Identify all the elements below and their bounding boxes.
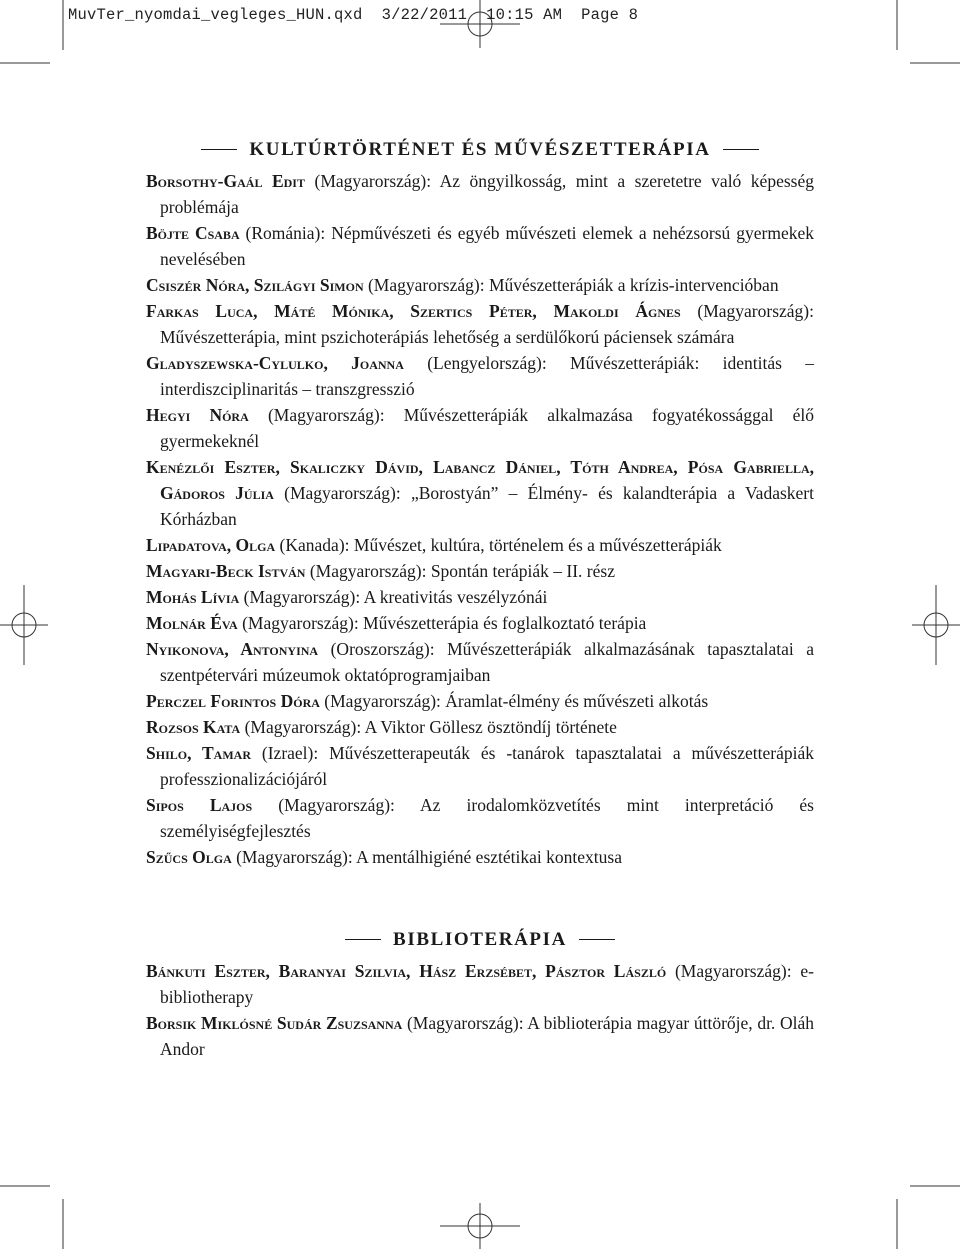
entry-title: (Lengyelország): Művészetterápiák: identitás – interdiszciplinaritás – transzgresszió xyxy=(160,353,814,399)
entry-title: (Magyarország): Az öngyilkosság, mint a szeretetre való képesség problémája xyxy=(160,171,814,217)
entry-authors: Mohás Lívia xyxy=(146,587,240,607)
entry-list xyxy=(146,958,814,1062)
entry-authors: Kenézlői Eszter, Skaliczky Dávid, Labancz Dániel, Tóth Andrea, Pósa Gabriella, Gádoros Júlia xyxy=(146,457,814,503)
bibliography-entry xyxy=(146,168,814,220)
entry-authors: Sipos Lajos xyxy=(146,795,253,815)
entry-title: (Magyarország): Művészetterápiák alkalmazása fogyatékossággal élő gyermekeknél xyxy=(160,405,814,451)
section-title xyxy=(146,132,814,168)
title-rule-right xyxy=(579,939,615,940)
bibliography-entry xyxy=(146,958,814,1010)
section-title xyxy=(146,922,814,958)
section-gap xyxy=(146,870,814,922)
entry-title: (Magyarország): „Borostyán” – Élmény- és kalandterápia a Vadaskert Kórházban xyxy=(160,483,814,529)
entry-authors: Shilo, Tamar xyxy=(146,743,252,763)
entry-authors: Szűcs Olga xyxy=(146,847,232,867)
entry-title: (Magyarország): e-bibliotherapy xyxy=(160,961,814,1007)
bibliography-entry xyxy=(146,350,814,402)
entry-title: (Magyarország): A kreativitás veszélyzónái xyxy=(239,587,548,607)
bibliography-entry xyxy=(146,558,814,584)
bibliography-entry xyxy=(146,1010,814,1062)
entry-authors: Perczel Forintos Dóra xyxy=(146,691,320,711)
bibliography-entry xyxy=(146,532,814,558)
slug-date: 3/22/2011 xyxy=(381,6,468,24)
entry-title: (Magyarország): Spontán terápiák – II. rész xyxy=(305,561,615,581)
entry-title: (Magyarország): Az irodalomközvetítés mint interpretáció és személyiségfejlesztés xyxy=(160,795,814,841)
entry-authors: Nyikonova, Antonyina xyxy=(146,639,319,659)
bibliography-entry xyxy=(146,610,814,636)
bibliography-entry xyxy=(146,714,814,740)
title-rule-left xyxy=(201,149,237,150)
entry-title: (Románia): Népművészeti és egyéb művészeti elemek a nehézsorsú gyermekek nevelésében xyxy=(160,223,814,269)
bibliography-entry xyxy=(146,402,814,454)
bibliography-entry xyxy=(146,636,814,688)
bibliography-entry xyxy=(146,454,814,532)
entry-authors: Csiszér Nóra, Szilágyi Simon xyxy=(146,275,364,295)
section-title-text: BIBLIOTERÁPIA xyxy=(393,929,567,950)
entry-authors: Rozsos Kata xyxy=(146,717,241,737)
entry-authors: Molnár Éva xyxy=(146,613,238,633)
slug-file: MuvTer_nyomdai_vegleges_HUN.qxd xyxy=(68,6,363,24)
print-slug xyxy=(68,6,638,24)
bibliography-entry xyxy=(146,584,814,610)
entry-title: (Magyarország): Áramlat-élmény és művészeti alkotás xyxy=(319,691,709,711)
entry-authors: Bánkuti Eszter, Baranyai Szilvia, Hász Erzsébet, Pásztor László xyxy=(146,961,667,981)
entry-list xyxy=(146,168,814,870)
entry-title: (Magyarország): Művészetterápia, mint pszichoterápiás lehetőség a serdülőkorú páciensek számára xyxy=(160,301,814,347)
entry-authors: Gladyszewska-Cylulko, Joanna xyxy=(146,353,404,373)
entry-title: (Kanada): Művészet, kultúra, történelem és a művészetterápiák xyxy=(275,535,722,555)
bibliography-entry xyxy=(146,844,814,870)
title-rule-right xyxy=(723,149,759,150)
section-bibliotherapy xyxy=(146,922,814,1062)
bibliography-entry xyxy=(146,792,814,844)
entry-title: (Izrael): Művészetterapeuták és -tanárok tapasztalatai a művészetterápiák professzionalizációjáról xyxy=(160,743,814,789)
bibliography-entry xyxy=(146,298,814,350)
slug-page: Page 8 xyxy=(581,6,639,24)
entry-title: (Magyarország): A mentálhigiéné esztétikai kontextusa xyxy=(231,847,622,867)
entry-authors: Farkas Luca, Máté Mónika, Szertics Péter, Makoldi Ágnes xyxy=(146,301,681,321)
slug-time: 10:15 AM xyxy=(486,6,563,24)
entry-authors: Borsik Miklósné Sudár Zsuzsanna xyxy=(146,1013,403,1033)
bibliography-entry xyxy=(146,688,814,714)
section-art-therapy xyxy=(146,132,814,870)
title-rule-left xyxy=(345,939,381,940)
entry-authors: Böjte Csaba xyxy=(146,223,240,243)
entry-authors: Borsothy-Gaál Edit xyxy=(146,171,305,191)
entry-title: (Magyarország): Művészetterápiák a krízis-intervencióban xyxy=(363,275,779,295)
entry-title: (Magyarország): A Viktor Göllesz ösztöndíj története xyxy=(240,717,617,737)
entry-authors: Hegyi Nóra xyxy=(146,405,249,425)
page-content xyxy=(146,132,814,1062)
entry-title: (Magyarország): A biblioterápia magyar úttörője, dr. Oláh Andor xyxy=(160,1013,814,1059)
bibliography-entry xyxy=(146,220,814,272)
entry-authors: Lipadatova, Olga xyxy=(146,535,276,555)
entry-authors: Magyari-Beck István xyxy=(146,561,306,581)
entry-title: (Magyarország): Művészetterápia és foglalkoztató terápia xyxy=(237,613,647,633)
section-title-text: KULTÚRTÖRTÉNET ÉS MŰVÉSZETTERÁPIA xyxy=(249,139,711,160)
entry-title: (Oroszország): Művészetterápiák alkalmazásának tapasztalatai a szentpétervári múzeumok oktatóprogramjaiban xyxy=(160,639,814,685)
bibliography-entry xyxy=(146,272,814,298)
bibliography-entry xyxy=(146,740,814,792)
